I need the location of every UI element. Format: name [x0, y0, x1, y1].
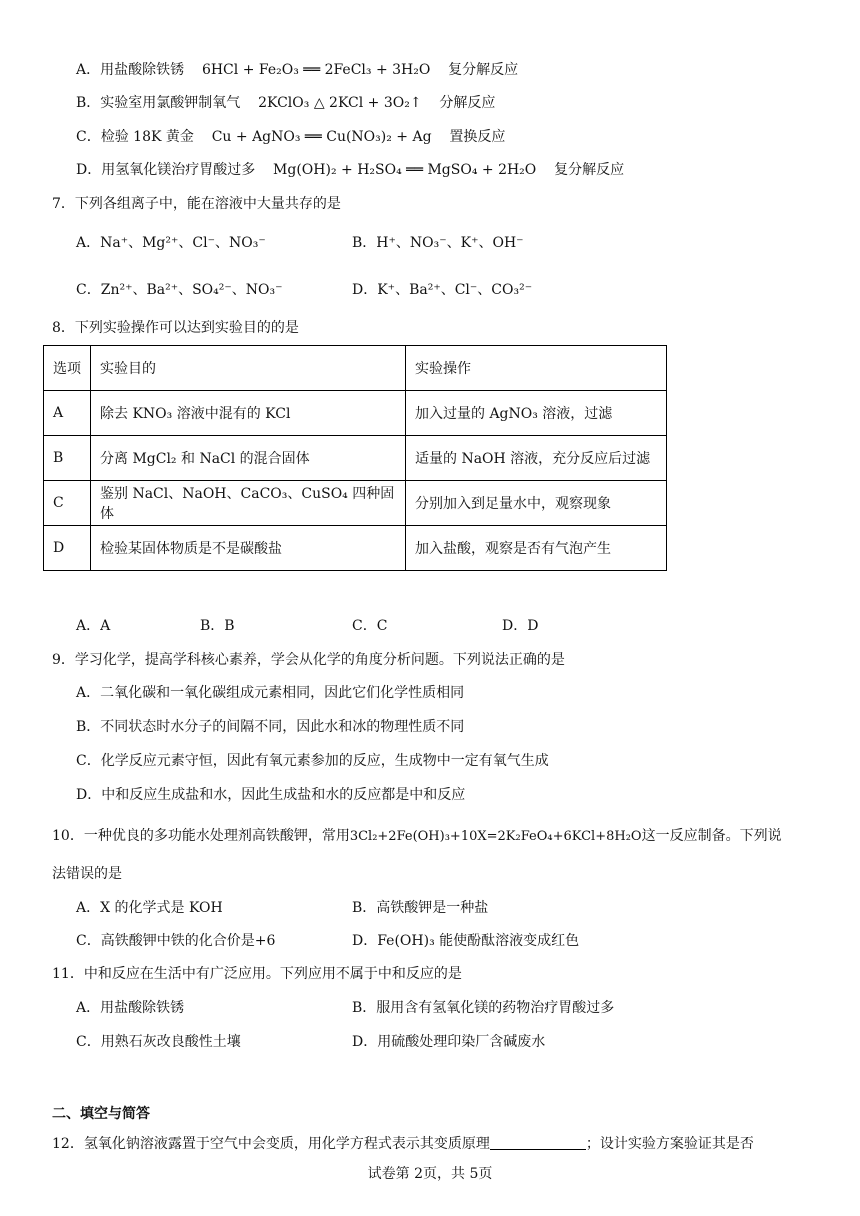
q10-option-b[interactable]: B．高铁酸钾是一种盐 [352, 900, 489, 916]
q6-option-b[interactable]: B．实验室用氯酸钾制氧气 2KClO₃ △ 2KCl + 3O₂↑ 分解反应 [76, 95, 496, 111]
q7-option-a[interactable]: A．Na⁺、Mg²⁺、Cl⁻、NO₃⁻ [76, 235, 266, 251]
table-header-cell: 实验目的 [91, 346, 406, 391]
table-header-cell: 选项 [44, 346, 91, 391]
table-header-cell: 实验操作 [406, 346, 667, 391]
q9-option-b[interactable]: B．不同状态时水分子的间隔不同，因此水和冰的物理性质不同 [76, 719, 465, 735]
q11-option-d[interactable]: D．用硫酸处理印染厂含碱废水 [352, 1034, 546, 1050]
table-cell: 加入盐酸，观察是否有气泡产生 [406, 526, 667, 571]
table-cell: 分离 MgCl₂ 和 NaCl 的混合固体 [91, 436, 406, 481]
q9-option-a[interactable]: A．二氧化碳和一氧化碳组成元素相同，因此它们化学性质相同 [76, 685, 465, 701]
table-cell: 检验某固体物质是不是碳酸盐 [91, 526, 406, 571]
table-cell: 除去 KNO₃ 溶液中混有的 KCl [91, 391, 406, 436]
q11-option-a[interactable]: A．用盐酸除铁锈 [76, 1000, 185, 1016]
table-cell: 适量的 NaOH 溶液，充分反应后过滤 [406, 436, 667, 481]
page-footer: 试卷第 2页，共 5页 [367, 1166, 493, 1182]
q7-stem: 7．下列各组离子中，能在溶液中大量共存的是 [52, 196, 341, 212]
q12-stem: 12．氢氧化钠溶液露置于空气中会变质，用化学方程式表示其变质原理 ；设计实验方案验证其是否 [52, 1136, 754, 1152]
q8-stem: 8．下列实验操作可以达到实验目的的是 [52, 320, 299, 336]
table-header-row [44, 346, 667, 391]
q11-option-c[interactable]: C．用熟石灰改良酸性土壤 [76, 1034, 241, 1050]
q10-stem: 10．一种优良的多功能水处理剂高铁酸钾，常用3Cl₂+2Fe(OH)₃+10X=2K₂FeO₄+6KCl+8H₂O这一反应制备。下列说 [52, 828, 782, 844]
table-row [44, 391, 667, 436]
table-cell: 分别加入到足量水中，观察现象 [406, 481, 667, 526]
q10-option-c[interactable]: C．高铁酸钾中铁的化合价是+6 [76, 933, 276, 949]
q10-stem-continued: 法错误的是 [52, 866, 122, 882]
q7-option-d[interactable]: D．K⁺、Ba²⁺、Cl⁻、CO₃²⁻ [352, 282, 533, 298]
table-cell: A [44, 391, 91, 436]
q8-option-c[interactable]: C．C [352, 618, 388, 634]
table-cell: C [44, 481, 91, 526]
q10-equation: 3Cl₂+2Fe(OH)₃+10X=2K₂FeO₄+6KCl+8H₂O [349, 829, 642, 844]
table-cell: D [44, 526, 91, 571]
q9-option-d[interactable]: D．中和反应生成盐和水，因此生成盐和水的反应都是中和反应 [76, 787, 466, 803]
table-row [44, 481, 667, 526]
q11-option-b[interactable]: B．服用含有氢氧化镁的药物治疗胃酸过多 [352, 1000, 615, 1016]
q6-option-a[interactable]: A．用盐酸除铁锈 6HCl + Fe₂O₃ ══ 2FeCl₃ + 3H₂O 复分解反应 [76, 62, 519, 78]
q8-option-b[interactable]: B．B [200, 618, 235, 634]
q9-stem: 9．学习化学，提高学科核心素养，学会从化学的角度分析问题。下列说法正确的是 [52, 652, 565, 668]
q6-option-d[interactable]: D．用氢氧化镁治疗胃酸过多 Mg(OH)₂ + H₂SO₄ ══ MgSO₄ + 2H₂O 复分解反应 [76, 162, 625, 178]
q10-option-a[interactable]: A．X 的化学式是 KOH [76, 900, 223, 916]
table-cell: B [44, 436, 91, 481]
table-cell: 鉴别 NaCl、NaOH、CaCO₃、CuSO₄ 四种固体 [91, 481, 406, 526]
q7-option-b[interactable]: B．H⁺、NO₃⁻、K⁺、OH⁻ [352, 235, 524, 251]
q11-stem: 11．中和反应在生活中有广泛应用。下列应用不属于中和反应的是 [52, 966, 462, 982]
section-title: 二、填空与简答 [52, 1106, 150, 1122]
table-row [44, 526, 667, 571]
q6-option-c[interactable]: C．检验 18K 黄金 Cu + AgNO₃ ══ Cu(NO₃)₂ + Ag 置换反应 [76, 129, 506, 145]
q7-option-c[interactable]: C．Zn²⁺、Ba²⁺、SO₄²⁻、NO₃⁻ [76, 282, 283, 298]
q8-option-d[interactable]: D．D [502, 618, 539, 634]
table-row [44, 436, 667, 481]
q8-table [43, 345, 667, 571]
q9-option-c[interactable]: C．化学反应元素守恒，因此有氧元素参加的反应，生成物中一定有氧气生成 [76, 753, 549, 769]
q10-option-d[interactable]: D．Fe(OH)₃ 能使酚酞溶液变成红色 [352, 933, 580, 949]
table-cell: 加入过量的 AgNO₃ 溶液，过滤 [406, 391, 667, 436]
q8-option-a[interactable]: A．A [76, 618, 111, 634]
q12-answer-blank[interactable] [490, 1135, 586, 1150]
